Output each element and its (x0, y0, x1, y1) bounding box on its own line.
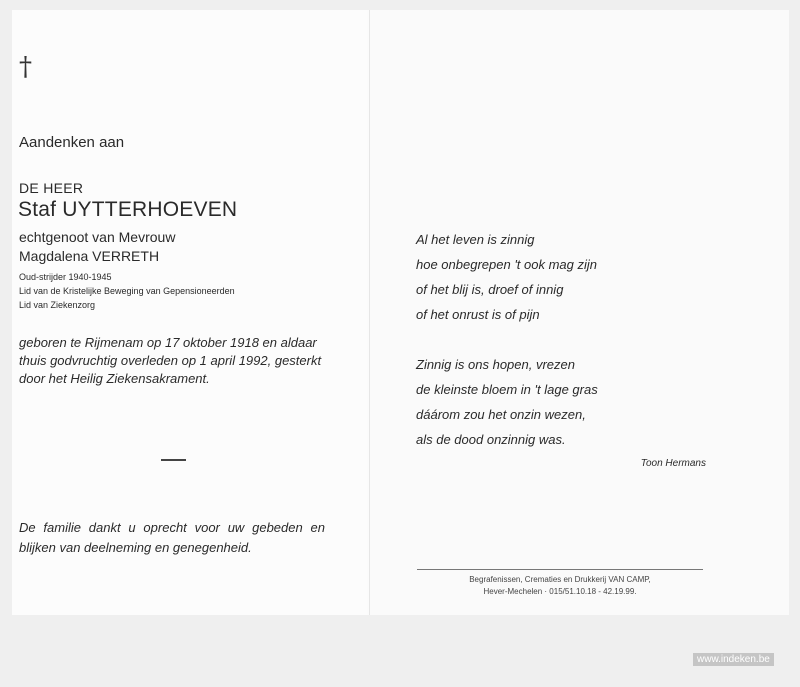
extra-info-3: Lid van Ziekenzorg (19, 300, 96, 310)
cross-icon: † (19, 52, 32, 82)
printer-footer (417, 574, 703, 598)
deceased-name: Staf UYTTERHOEVEN (18, 198, 238, 221)
poem-stanza-1 (416, 227, 597, 327)
intro-text: Aandenken aan (19, 134, 125, 151)
footer-line-1: Begrafenissen, Crematies en Drukkerij VAN CAMP, (469, 575, 651, 584)
footer-line-2: Hever-Mechelen · 015/51.10.18 - 42.19.99. (483, 587, 637, 596)
poem-line: hoe onbegrepen 't ook mag zijn (416, 257, 597, 272)
poem-line: of het onrust is of pijn (416, 307, 540, 322)
poem-line: Zinnig is ons hopen, vrezen (416, 357, 575, 372)
poem-line: Al het leven is zinnig (416, 232, 535, 247)
spouse-line-2: Magdalena VERRETH (19, 248, 160, 264)
extra-info-1: Oud-strijder 1940-1945 (19, 272, 112, 282)
poem-line: dáárom zou het onzin wezen, (416, 407, 586, 422)
thanks-text: De familie dankt u oprecht voor uw gebeden en blijken van deelneming en genegenheid. (19, 520, 325, 555)
watermark-text: www.indeken.be (693, 653, 774, 666)
poem-author: Toon Hermans (640, 458, 706, 469)
poem-line: de kleinste bloem in 't lage gras (416, 382, 598, 397)
biography-text: geboren te Rijmenam op 17 oktober 1918 en aldaar thuis godvruchtig overleden op 1 april 1992, gesterkt door het Heilig Ziekensakrament. (19, 335, 322, 386)
divider (161, 459, 186, 461)
poem-stanza-2 (416, 352, 598, 452)
title-text: DE HEER (19, 180, 84, 196)
poem-line: als de dood onzinnig was. (416, 432, 566, 447)
extra-info-2: Lid van de Kristelijke Beweging van Gepensioneerden (19, 286, 235, 296)
spouse-line-1: echtgenoot van Mevrouw (19, 229, 176, 245)
footer-divider (417, 569, 703, 570)
poem-line: of het blij is, droef of innig (416, 282, 564, 297)
